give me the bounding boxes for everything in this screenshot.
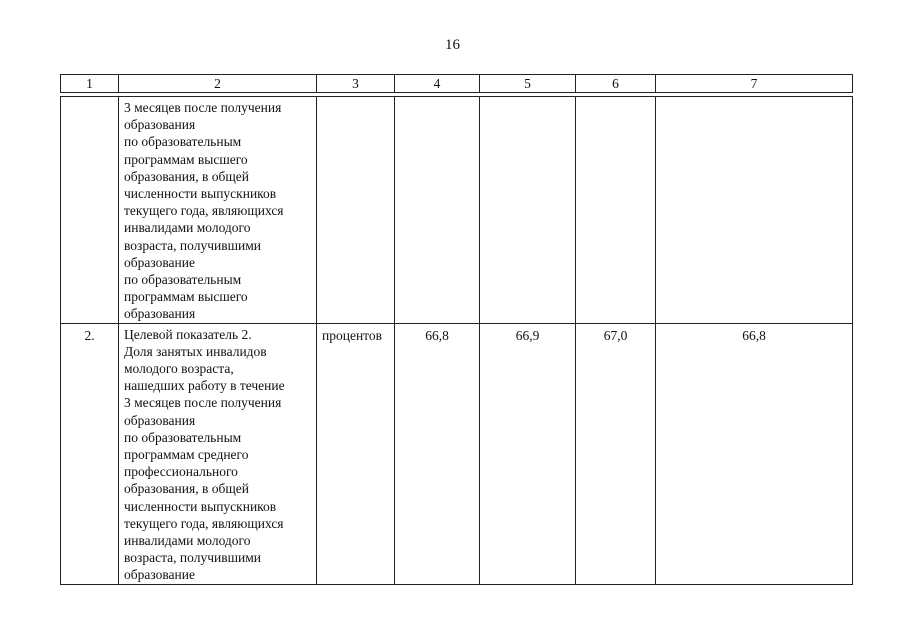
header-row bbox=[61, 75, 853, 93]
header-cell-4: 4 bbox=[395, 75, 480, 93]
table-row bbox=[61, 97, 853, 324]
value-cell-6 bbox=[576, 97, 656, 324]
row-number bbox=[61, 97, 119, 324]
header-cell-6: 6 bbox=[576, 75, 656, 93]
value-cell-7: 66,8 bbox=[656, 323, 853, 584]
indicator-description: Целевой показатель 2. Доля занятых инвалидов молодого возраста, нашедших работу в течение 3 месяцев после получения образования по образовательным программам среднего профессионального образования, в общей численности выпускников текущего года, являющихся инвалидами молодого возраста, получившими образование bbox=[119, 323, 317, 584]
row-number: 2. bbox=[61, 323, 119, 584]
header-cell-5: 5 bbox=[480, 75, 576, 93]
header-cell-2: 2 bbox=[119, 75, 317, 93]
header-cell-1: 1 bbox=[61, 75, 119, 93]
value-cell-5: 66,9 bbox=[480, 323, 576, 584]
unit-cell: процентов bbox=[317, 323, 395, 584]
value-cell-4: 66,8 bbox=[395, 323, 480, 584]
unit-cell bbox=[317, 97, 395, 324]
indicators-table bbox=[60, 96, 853, 585]
value-cell-5 bbox=[480, 97, 576, 324]
column-number-header bbox=[60, 74, 853, 93]
header-cell-3: 3 bbox=[317, 75, 395, 93]
value-cell-6: 67,0 bbox=[576, 323, 656, 584]
indicator-description: 3 месяцев после получения образования по образовательным программам высшего образования, в общей численности выпускников текущего года, являющихся инвалидами молодого возраста, получившими образование по образовательным программам высшего образования bbox=[119, 97, 317, 324]
header-cell-7: 7 bbox=[656, 75, 853, 93]
page-number: 16 bbox=[445, 37, 460, 53]
value-cell-4 bbox=[395, 97, 480, 324]
table-row bbox=[61, 323, 853, 584]
value-cell-7 bbox=[656, 97, 853, 324]
